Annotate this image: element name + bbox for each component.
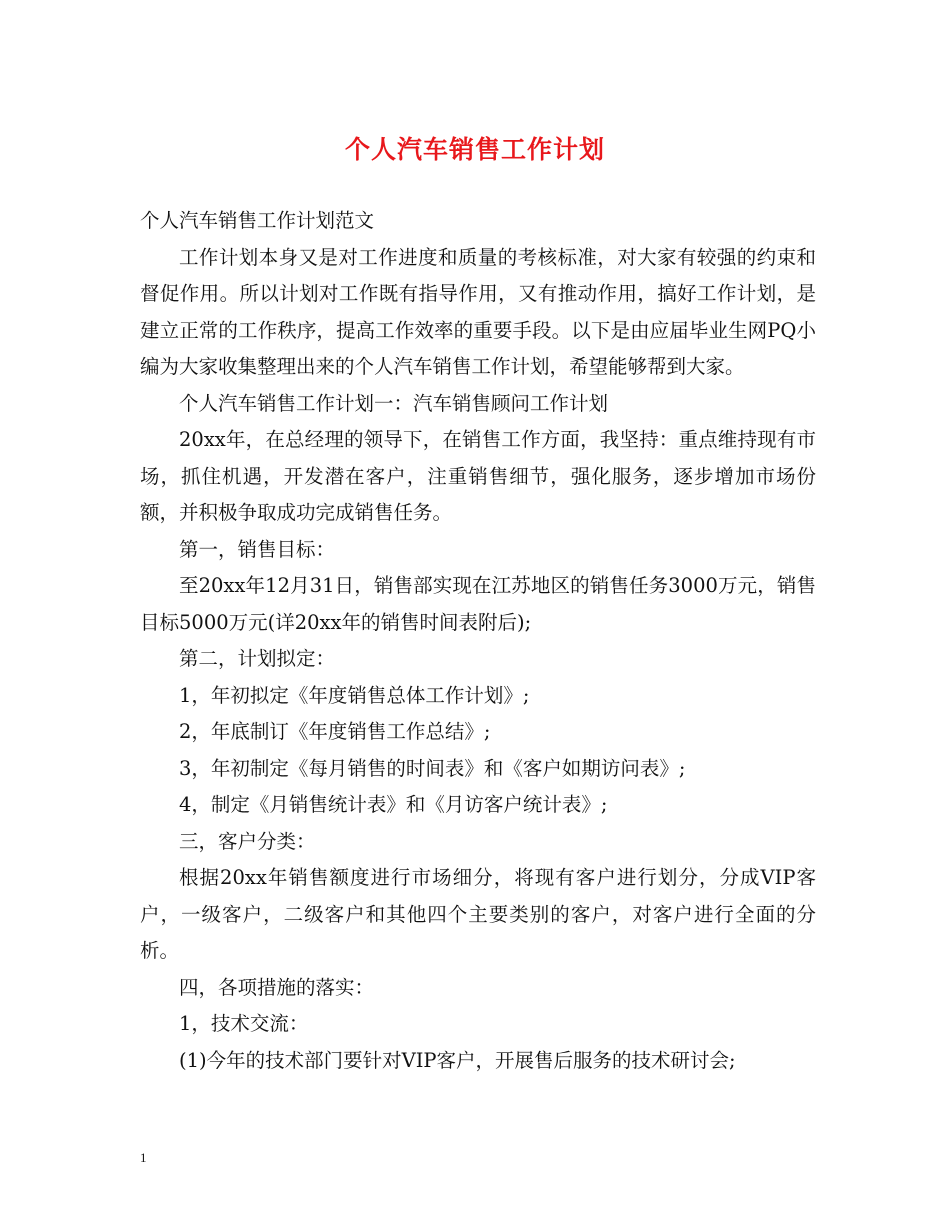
- paragraph: 2，年底制订《年度销售工作总结》;: [179, 720, 491, 743]
- paragraph: 3，年初制定《每月销售的时间表》和《客户如期访问表》;: [179, 756, 686, 780]
- paragraph: 四，各项措施的落实：: [179, 975, 375, 999]
- paragraph: 第二，计划拟定：: [179, 647, 336, 670]
- paragraph: 4，制定《月销售统计表》和《月访客户统计表》;: [179, 793, 608, 816]
- paragraph: 根据20xx年销售额度进行市场细分，将现有客户进行划分，分成VIP客户，一级客户，二级客户和其他四个主要类别的客户，对客户进行全面的分析。: [140, 866, 816, 962]
- paragraph: 第一，销售目标：: [179, 537, 336, 561]
- paragraph: (1)今年的技术部门要针对VIP客户，开展售后服务的技术研讨会;: [179, 1048, 736, 1072]
- paragraph: 20xx年，在总经理的领导下，在销售工作方面，我坚持：重点维持现有市场，抓住机遇，开发潜在客户，注重销售细节，强化服务，逐步增加市场份额，并积极争取成功完成销售任务。: [140, 428, 816, 524]
- page-number: 1: [140, 1150, 147, 1165]
- paragraph: 1，年初拟定《年度销售总体工作计划》;: [179, 683, 530, 707]
- document-title: 个人汽车销售工作计划: [344, 135, 605, 164]
- paragraph: 个人汽车销售工作计划一：汽车销售顾问工作计划: [179, 391, 609, 415]
- paragraph: 至20xx年12月31日，销售部实现在江苏地区的销售任务3000万元，销售目标5000万元(详20xx年的销售时间表附后);: [140, 574, 816, 634]
- paragraph: 三，客户分类：: [179, 829, 316, 853]
- paragraph: 1，技术交流：: [179, 1012, 309, 1035]
- document-body: [140, 203, 816, 1079]
- paragraph: 个人汽车销售工作计划范文: [140, 209, 375, 232]
- paragraph: 工作计划本身又是对工作进度和质量的考核标准，对大家有较强的约束和督促作用。所以计划对工作既有指导作用，又有推动作用，搞好工作计划，是建立正常的工作秩序，提高工作效率的重要手段。以下是由应届毕业生网PQ小编为大家收集整理出来的个人汽车销售工作计划，希望能够帮到大家。: [140, 245, 816, 378]
